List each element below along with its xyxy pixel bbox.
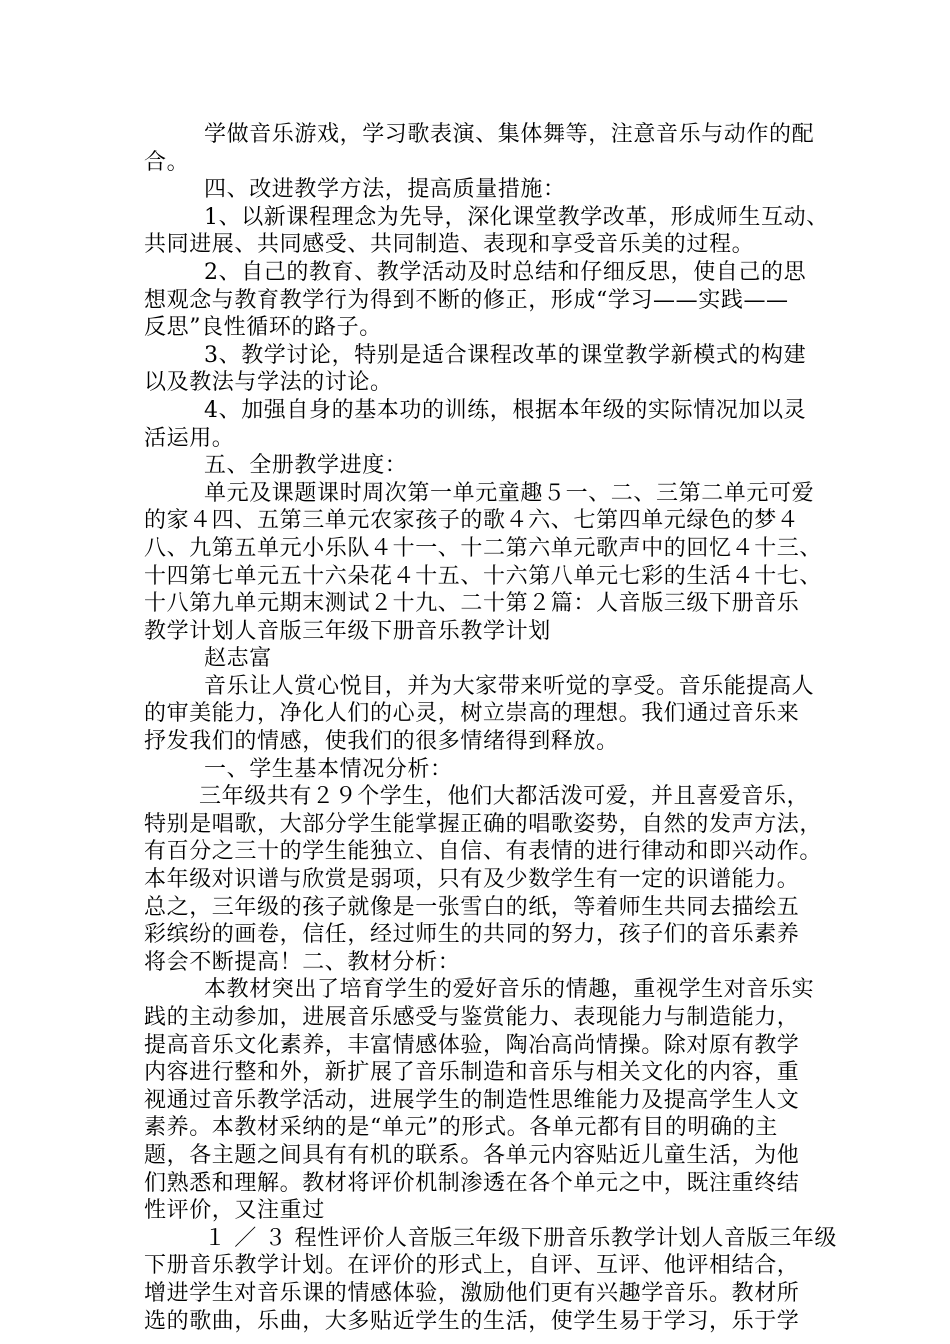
text-line: 八、九第五单元小乐队４十一、十二第六单元歌声中的回忆４十三、: [144, 535, 823, 561]
text-line: 抒发我们的情感，使我们的很多情绪得到释放。: [144, 729, 619, 755]
text-line: 题，各主题之间具有有机的联系。各单元内容贴近儿童生活，为他: [144, 1142, 800, 1168]
text-line: 特别是唱歌，大部分学生能掌握正确的唱歌姿势，自然的发声方法，: [144, 811, 823, 837]
text-line: 本教材突出了培育学生的爱好音乐的情趣，重视学生对音乐实: [204, 977, 815, 1003]
text-line: 十八第九单元期末测试２十九、二十第２篇：人音版三级下册音乐: [144, 591, 800, 617]
text-line: 活运用。: [144, 425, 235, 451]
text-line: 总之，三年级的孩子就像是一张雪白的纸，等着师生共同去描绘五: [144, 894, 800, 920]
text-line: 下册音乐教学计划。在评价的形式上，自评、互评、他评相结合，: [144, 1253, 800, 1279]
text-line: 3、教学讨论，特别是适合课程改革的课堂教学新模式的构建: [204, 342, 807, 368]
text-line: 4、加强自身的基本功的训练，根据本年级的实际情况加以灵: [204, 397, 807, 423]
text-line: 本年级对识谱与欣赏是弱项，只有及少数学生有一定的识谱能力。: [144, 867, 800, 893]
text-line: 五、全册教学进度：: [204, 453, 408, 479]
text-line: 增进学生对音乐课的情感体验，激励他们更有兴趣学音乐。教材所: [144, 1280, 800, 1306]
text-line: 十四第七单元五十六朵花４十五、十六第八单元七彩的生活４十七、: [144, 563, 823, 589]
document-page: [144, 121, 837, 1335]
text-line: 彩缤纷的画卷，信任，经过师生的共同的努力，孩子们的音乐素养: [144, 922, 800, 948]
text-line: 一、学生基本情况分析：: [204, 756, 453, 782]
text-line: 音乐让人赏心悦目，并为大家带来听觉的享受。音乐能提高人: [204, 673, 815, 699]
text-line: 素养。本教材采纳的是“单元”的形式。各单元都有目的明确的主: [144, 1115, 778, 1141]
text-line: 践的主动参加，进展音乐感受与鉴赏能力、表现能力与制造能力，: [144, 1005, 800, 1030]
text-line: １ ／ ３ 程性评价人音版三年级下册音乐教学计划人音版三年级: [204, 1225, 837, 1251]
text-line: 们熟悉和理解。教材将评价机制渗透在各个单元之中，既注重终结: [144, 1170, 800, 1196]
text-line: 以及教法与学法的讨论。: [144, 370, 393, 396]
text-line: 赵志富: [204, 646, 272, 672]
text-line: 将会不断提高！二、教材分析：: [144, 949, 461, 975]
text-line: 的家４四、五第三单元农家孩子的歌４六、七第四单元绿色的梦４: [144, 508, 800, 534]
text-line: 合。: [144, 149, 190, 175]
text-line: 单元及课题课时周次第一单元童趣５一、二、三第二单元可爱: [204, 480, 815, 506]
text-line: 共同进展、共同感受、共同制造、表现和享受音乐美的过程。: [144, 232, 755, 258]
text-line: 有百分之三十的学生能独立、自信、有表情的进行律动和即兴动作。: [144, 839, 823, 865]
text-line: 的审美能力，净化人们的心灵，树立崇高的理想。我们通过音乐来: [144, 701, 800, 727]
text-line: 1、以新课程理念为先导，深化课堂教学改革，形成师生互动、: [204, 204, 829, 230]
text-line: 视通过音乐教学活动，进展学生的制造性思维能力及提高学生人文: [144, 1087, 800, 1113]
text-line: 选的歌曲，乐曲，大多贴近学生的生活，使学生易于学习，乐于学: [144, 1308, 800, 1334]
text-line: 2、自己的教育、教学活动及时总结和仔细反思，使自己的思: [204, 259, 807, 285]
text-line: 学做音乐游戏，学习歌表演、集体舞等，注意音乐与动作的配: [204, 122, 815, 147]
text-line: 三年级共有２９个学生，他们大都活泼可爱，并且喜爱音乐，: [199, 784, 810, 810]
text-line: 四、改进教学方法，提高质量措施：: [204, 177, 566, 203]
text-line: 反思”良性循环的路子。: [144, 315, 382, 341]
text-line: 内容进行整和外，新扩展了音乐制造和音乐与相关文化的内容，重: [144, 1060, 800, 1086]
text-line: 想观念与教育教学行为得到不断的修正，形成“学习——实践——: [144, 287, 789, 313]
text-line: 教学计划人音版三年级下册音乐教学计划: [144, 618, 551, 644]
text-line: 性评价，又注重过: [144, 1198, 325, 1224]
text-line: 提高音乐文化素养，丰富情感体验，陶冶高尚情操。除对原有教学: [144, 1032, 800, 1058]
